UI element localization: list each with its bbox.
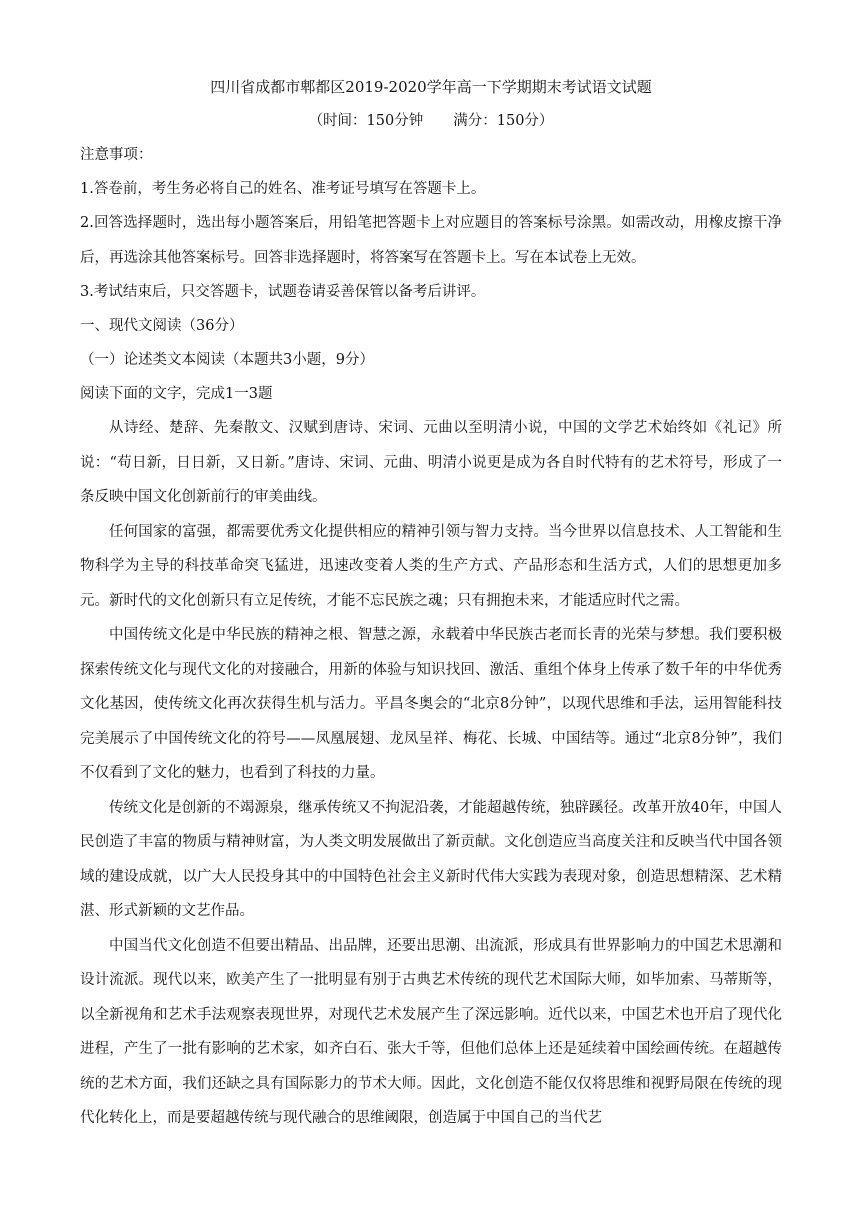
passage-paragraph-3: 中国传统文化是中华民族的精神之根、智慧之源，永载着中华民族古老而长青的光荣与梦想。我们要积极探索传统文化与现代文化的对接融合，用新的体验与知识找回、激活、重组个体身上传承了数千年的中华优秀文化基因，使传统文化再次获得生机与活力。平昌冬奥会的“北京8分钟”，以现代思维和手法，运用智能科技完美展示了中国传统文化的符号——凤凰展翅、龙凤呈祥、梅花、长城、中国结等。通过“北京8分钟”，我们不仅看到了文化的魅力，也看到了科技的力量。 — [80, 627, 782, 781]
passage-paragraph-1: 从诗经、楚辞、先秦散文、汉赋到唐诗、宋词、元曲以至明清小说，中国的文学艺术始终如《礼记》所说：“苟日新，日日新，又日新。”唐诗、宋词、元曲、明清小说更是成为各自时代特有的艺术符号，形成了一条反映中国文化创新前行的审美曲线。 — [80, 420, 782, 505]
section-subheading: （一）论述类文本阅读（本题共3小题，9分） — [80, 352, 374, 368]
notice-heading: 注意事项： — [80, 147, 153, 163]
exam-page — [80, 70, 782, 1136]
notice-item-1: 1.答卷前，考生务必将自己的姓名、准考证号填写在答题卡上。 — [80, 181, 486, 197]
passage-paragraph-5: 中国当代文化创造不但要出精品、出品牌，还要出思潮、出流派，形成具有世界影响力的中国艺术思潮和设计流派。现代以来，欧美产生了一批明显有别于古典艺术传统的现代艺术国际大师，如毕加索、马蒂斯等，以全新视角和艺术手法观察表现世界，对现代艺术发展产生了深远影响。近代以来，中国艺术也开启了现代化进程，产生了一批有影响的艺术家，如齐白石、张大千等，但他们总体上还是延续着中国绘画传统。在超越传统的艺术方面，我们还缺之具有国际影力的节术大师。因此，文化创造不能仅仅将思维和视野局限在传统的现代化转化上，而是要超越传统与现代融合的思维阈限，创造属于中国自己的当代艺 — [80, 937, 782, 1126]
exam-score: 满分：150分） — [453, 113, 554, 129]
section-heading: 一、现代文阅读（36分） — [80, 318, 244, 334]
exam-subtitle — [80, 104, 782, 138]
notice-item-2: 2.回答选择题时，选出每小题答案后，用铅笔把答题卡上对应题目的答案标号涂黑。如需改动，用橡皮擦干净后，再选涂其他答案标号。回答非选择题时，将答案写在答题卡上。写在本试卷上无效。 — [80, 215, 782, 266]
exam-time: （时间：150分钟 — [308, 113, 424, 129]
passage-paragraph-2: 任何国家的富强，都需要优秀文化提供相应的精神引领与智力支持。当今世界以信息技术、人工智能和生物科学为主导的科技革命突飞猛进，迅速改变着人类的生产方式、产品形态和生活方式，人们的思想更加多元。新时代的文化创新只有立足传统，才能不忘民族之魂；只有拥抱未来，才能适应时代之需。 — [80, 523, 782, 609]
notice-item-3: 3.考试结束后，只交答题卡，试题卷请妥善保管以备考后讲评。 — [80, 284, 486, 300]
passage-paragraph-4: 传统文化是创新的不竭源泉，继承传统又不拘泥沿袭，才能超越传统，独辟蹊径。改革开放40年，中国人民创造了丰富的物质与精神财富，为人类文明发展做出了新贡献。文化创造应当高度关注和反映当代中国各领域的建设成就，以广大人民投身其中的中国特色社会主义新时代伟大实践为表现对象，创造思想精深、艺术精湛、形式新颖的文艺作品。 — [80, 799, 782, 919]
exam-title: 四川省成都市郫都区2019-2020学年高一下学期期末考试语文试题 — [210, 78, 652, 96]
section-instruction: 阅读下面的文字，完成1一3题 — [80, 386, 273, 402]
